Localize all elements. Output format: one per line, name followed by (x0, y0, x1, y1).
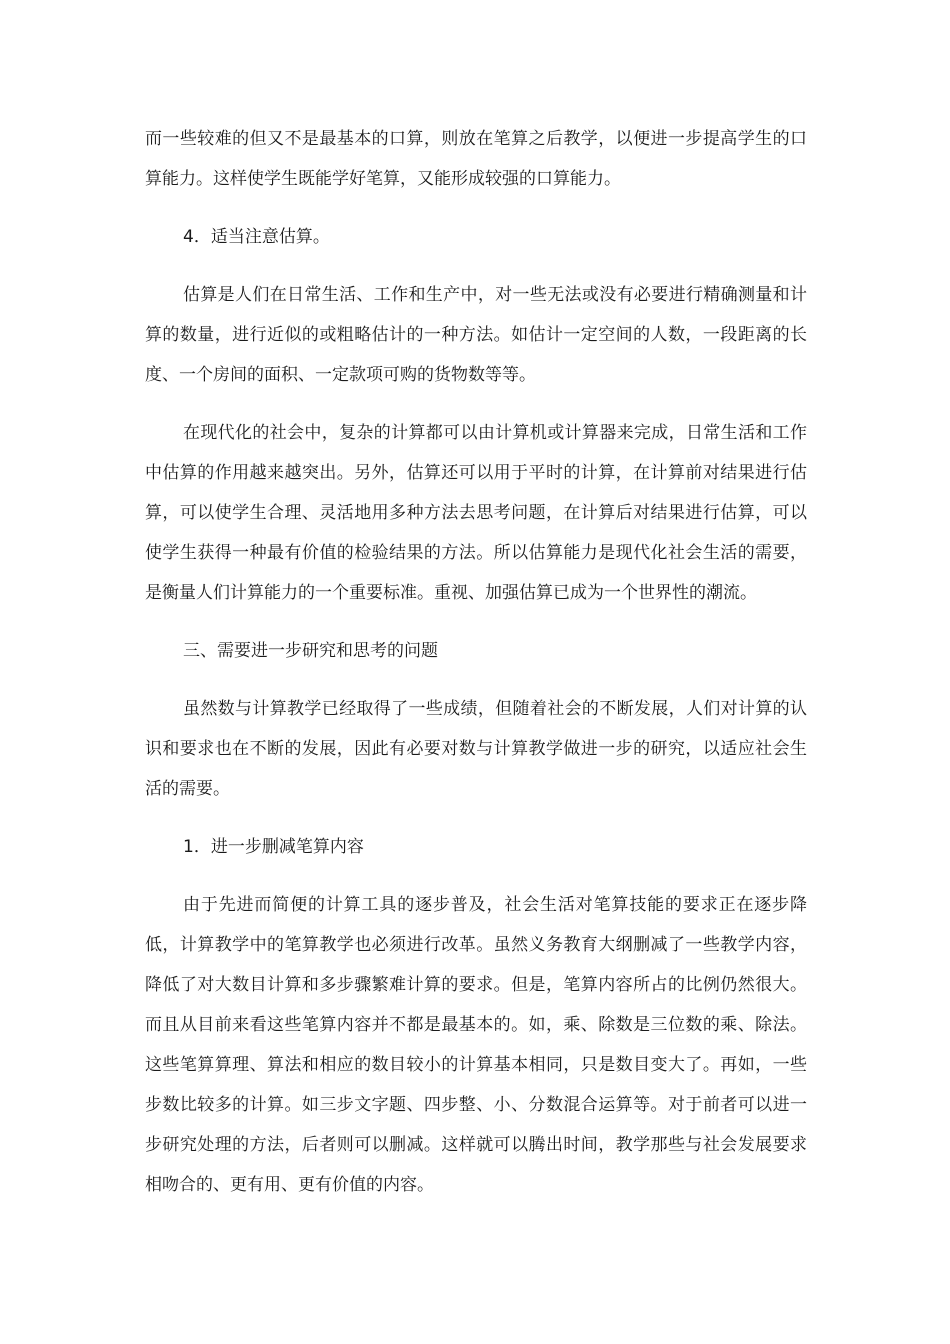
section-heading-further-research: 三、需要进一步研究和思考的问题 (183, 641, 438, 661)
paragraph-estimation-definition: 估算是人们在日常生活、工作和生产中，对一些无法或没有必要进行精确测量和计算的数量，进行近似的或粗略估计的一种方法。如估计一定空间的人数，一段距离的长度、一个房间的面积、一定款项可购的货物数等等。 (145, 285, 807, 385)
paragraph-estimation-importance: 在现代化的社会中，复杂的计算都可以由计算机或计算器来完成，日常生活和工作中估算的作用越来越突出。另外，估算还可以用于平时的计算，在计算前对结果进行估算，可以使学生合理、灵活地用多种方法去思考问题，在计算后对结果进行估算，可以使学生获得一种最有价值的检验结果的方法。所以估算能力是现代化社会生活的需要，是衡量人们计算能力的一个重要标准。重视、加强估算已成为一个世界性的潮流。 (145, 423, 807, 603)
document-body (145, 119, 807, 1223)
paragraph-reduce-written-calc: 由于先进而简便的计算工具的逐步普及，社会生活对笔算技能的要求正在逐步降低，计算教学中的笔算教学也必须进行改革。虽然义务教育大纲删减了一些教学内容，降低了对大数目计算和多步骤繁难计算的要求。但是，笔算内容所占的比例仍然很大。而且从目前来看这些笔算内容并不都是最基本的。如，乘、除数是三位数的乘、除法。这些笔算算理、算法和相应的数目较小的计算基本相同，只是数目变大了。再如，一些步数比较多的计算。如三步文字题、四步整、小、分数混合运算等。对于前者可以进一步研究处理的方法，后者则可以删减。这样就可以腾出时间，教学那些与社会发展要求相吻合的、更有用、更有价值的内容。 (145, 895, 807, 1195)
paragraph-continuation: 而一些较难的但又不是最基本的口算，则放在笔算之后教学，以便进一步提高学生的口算能力。这样使学生既能学好笔算，又能形成较强的口算能力。 (145, 129, 807, 189)
paragraph-further-research-intro: 虽然数与计算教学已经取得了一些成绩，但随着社会的不断发展，人们对计算的认识和要求也在不断的发展，因此有必要对数与计算教学做进一步的研究，以适应社会生活的需要。 (145, 699, 807, 799)
section-heading-estimation: 4．适当注意估算。 (183, 227, 330, 247)
section-heading-reduce-written-calc: 1．进一步删减笔算内容 (183, 837, 364, 857)
